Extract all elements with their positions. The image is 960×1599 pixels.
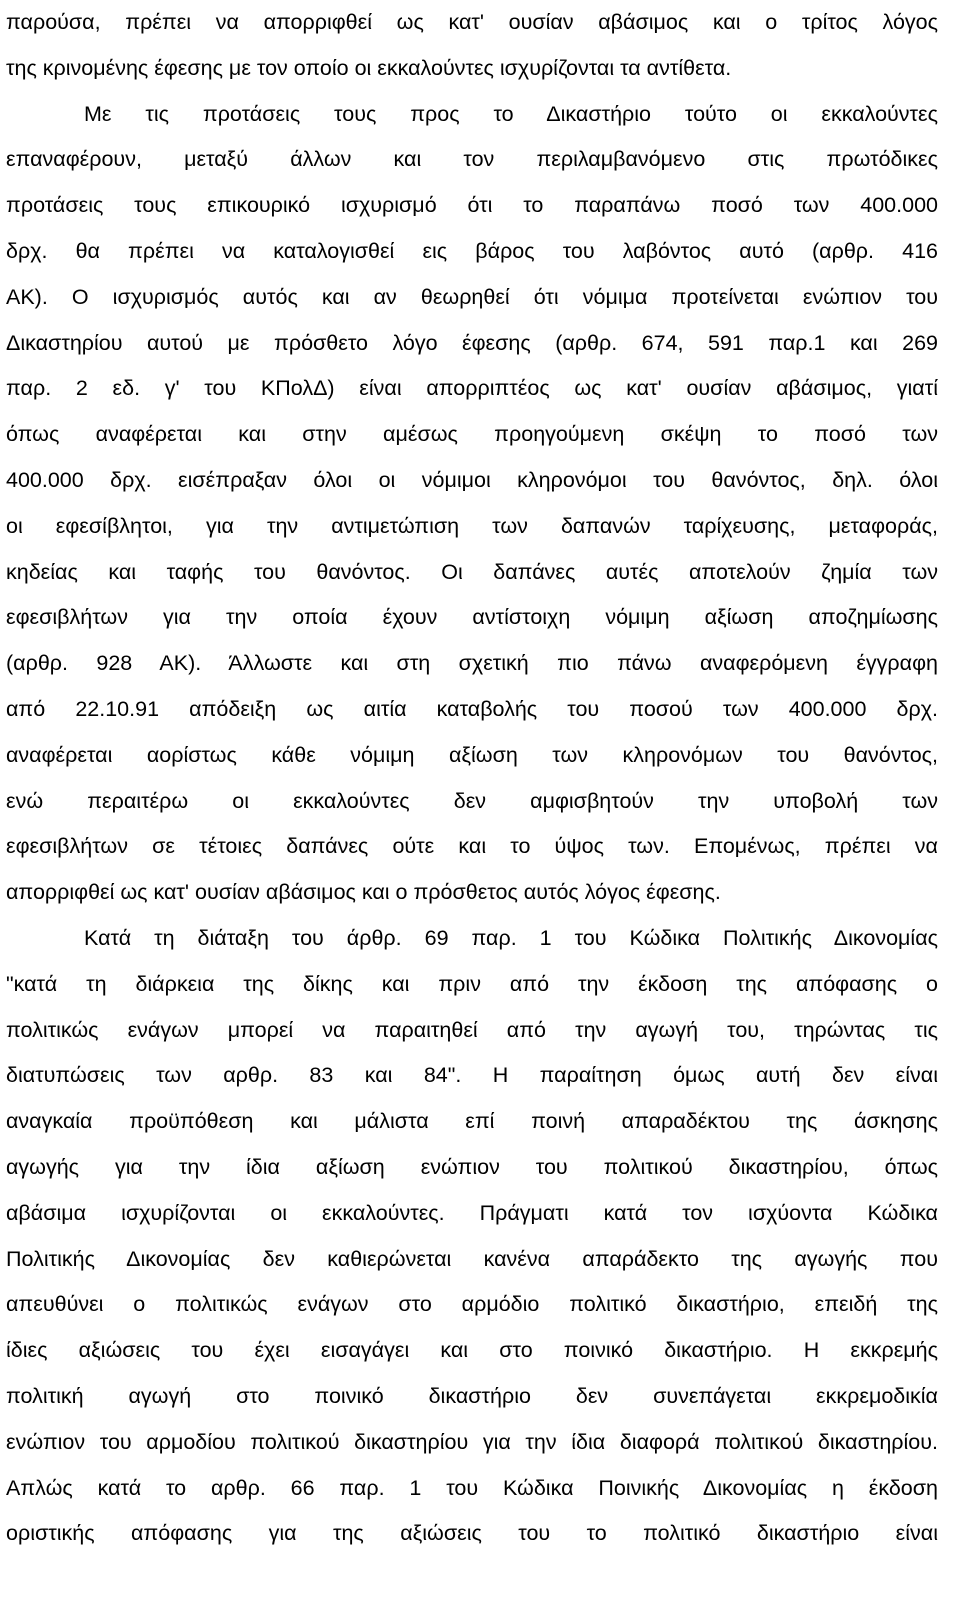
text-line: απορριφθεί ως κατ' ουσίαν αβάσιμος και ο πρόσθετος αυτός λόγος έφεσης.	[6, 880, 721, 905]
text-line: ΑΚ). Ο ισχυρισμός αυτός και αν θεωρηθεί ότι νόμιμα προτείνεται ενώπιον του	[6, 284, 938, 309]
text-line: 400.000 δρχ. εισέπραξαν όλοι οι νόμιμοι κληρονόμοι του θανόντος, δηλ. όλοι	[6, 467, 938, 492]
text-line: "κατά τη διάρκεια της δίκης και πριν από την έκδοση της απόφασης ο	[6, 971, 938, 996]
text-line: ενώπιον του αρμοδίου πολιτικού δικαστηρίου για την ίδια διαφορά πολιτικού δικαστηρίου.	[6, 1429, 938, 1454]
text-line: απευθύνει ο πολιτικώς ενάγων στο αρμόδιο πολιτικό δικαστήριο, επειδή της	[6, 1292, 938, 1317]
document-page	[6, 0, 938, 1557]
text-line: πολιτική αγωγή στο ποινικό δικαστήριο δεν συνεπάγεται εκκρεμοδικία	[6, 1383, 938, 1408]
text-line: της κρινομένης έφεσης με τον οποίο οι εκκαλούντες ισχυρίζονται τα αντίθετα.	[6, 55, 732, 80]
text-line: οι εφεσίβλητοι, για την αντιμετώπιση των δαπανών ταρίχευσης, μεταφοράς,	[6, 513, 938, 538]
text-line: αναφέρεται αορίστως κάθε νόμιμη αξίωση των κληρονόμων του θανόντος,	[6, 742, 938, 767]
text-line: Δικαστηρίου αυτού με πρόσθετο λόγο έφεσης (αρθρ. 674, 591 παρ.1 και 269	[6, 330, 938, 355]
text-line: ίδιες αξιώσεις του έχει εισαγάγει και στο ποινικό δικαστήριο. Η εκκρεμής	[6, 1338, 938, 1363]
text-line: Απλώς κατά το αρθρ. 66 παρ. 1 του Κώδικα Ποινικής Δικονομίας η έκδοση	[6, 1475, 938, 1500]
text-line: αναγκαία προϋπόθεση και μάλιστα επί ποινή απαραδέκτου της άσκησης	[6, 1109, 938, 1134]
text-line: εφεσιβλήτων για την οποία έχουν αντίστοιχη νόμιμη αξίωση αποζημίωσης	[6, 605, 938, 630]
text-line: Κατά τη διάταξη του άρθρ. 69 παρ. 1 του Κώδικα Πολιτικής Δικονομίας	[84, 925, 938, 950]
text-line: Πολιτικής Δικονομίας δεν καθιερώνεται κανένα απαράδεκτο της αγωγής που	[6, 1246, 938, 1271]
text-line: αγωγής για την ίδια αξίωση ενώπιον του πολιτικού δικαστηρίου, όπως	[6, 1154, 938, 1179]
text-line: οριστικής απόφασης για της αξιώσεις του το πολιτικό δικαστήριο είναι	[6, 1521, 938, 1546]
text-line: πολιτικώς ενάγων μπορεί να παραιτηθεί από την αγωγή του, τηρώντας τις	[6, 1017, 938, 1042]
text-line: από 22.10.91 απόδειξη ως αιτία καταβολής του ποσού των 400.000 δρχ.	[6, 696, 938, 721]
text-line: όπως αναφέρεται και στην αμέσως προηγούμενη σκέψη το ποσό των	[6, 422, 938, 447]
text-line: παρούσα, πρέπει να απορριφθεί ως κατ' ουσίαν αβάσιμος και ο τρίτος λόγος	[6, 10, 938, 34]
text-line: δρχ. θα πρέπει να καταλογισθεί εις βάρος του λαβόντος αυτό (αρθρ. 416	[6, 238, 938, 263]
text-line: Με τις προτάσεις τους προς το Δικαστήριο τούτο οι εκκαλούντες	[84, 101, 938, 126]
text-line: προτάσεις τους επικουρικό ισχυρισμό ότι το παραπάνω ποσό των 400.000	[6, 193, 938, 218]
text-line: επαναφέρουν, μεταξύ άλλων και τον περιλαμβανόμενο στις πρωτόδικες	[6, 147, 938, 172]
text-line: διατυπώσεις των αρθρ. 83 και 84". Η παραίτηση όμως αυτή δεν είναι	[6, 1063, 938, 1088]
text-line: (αρθρ. 928 ΑΚ). Άλλωστε και στη σχετική πιο πάνω αναφερόμενη έγγραφη	[6, 651, 938, 676]
text-line: αβάσιμα ισχυρίζονται οι εκκαλούντες. Πράγματι κατά τον ισχύοντα Κώδικα	[6, 1200, 938, 1225]
text-line: κηδείας και ταφής του θανόντος. Οι δαπάνες αυτές αποτελούν ζημία των	[6, 559, 938, 584]
text-line: παρ. 2 εδ. γ' του ΚΠολΔ) είναι απορριπτέος ως κατ' ουσίαν αβάσιμος, γιατί	[6, 376, 938, 401]
text-line: ενώ περαιτέρω οι εκκαλούντες δεν αμφισβητούν την υποβολή των	[6, 788, 938, 813]
text-line: εφεσιβλήτων σε τέτοιες δαπάνες ούτε και το ύψος των. Επομένως, πρέπει να	[6, 834, 938, 859]
